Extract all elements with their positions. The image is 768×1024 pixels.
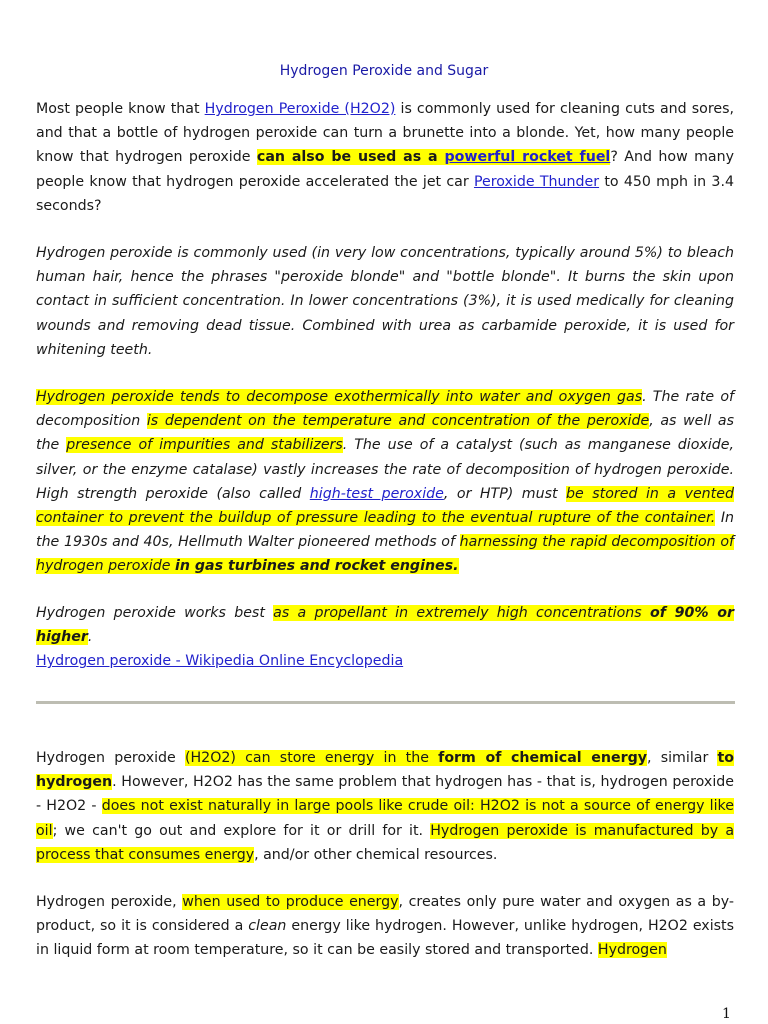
section-divider [36, 701, 735, 704]
highlighted-text: Hydrogen peroxide is manufactured by a process that consumes energy [36, 822, 735, 863]
text-run: energy like hydrogen. However, unlike hydrogen, H2O2 exists in liquid form at room temperature, so it can be easily stored and transported. [36, 918, 734, 959]
italic-text: clean [248, 918, 287, 935]
paragraph-clean-energy [36, 890, 734, 963]
text-run: is commonly used for cleaning cuts and sores, and that a bottle of hydrogen peroxide can turn a brunette into a blonde. Yet, how many people know that hydrogen peroxide [36, 101, 734, 166]
link-wikipedia[interactable]: Hydrogen peroxide - Wikipedia Online Encyclopedia [36, 653, 404, 670]
highlighted-text [185, 750, 647, 766]
text-run: , creates only pure water and oxygen as a by-product, so it is considered a [36, 894, 734, 935]
text-run: , similar [647, 750, 718, 766]
bold-text: in gas turbines and rocket engines. [174, 558, 459, 575]
text-run: can also be used as a [256, 149, 445, 166]
highlighted-text: Hydrogen [597, 942, 667, 959]
text-run: In the 1930s and 40s, Hellmuth Walter pioneered methods of [36, 510, 735, 551]
text-run: (H2O2) can store energy in the [184, 750, 439, 766]
text-run: . However, H2O2 has the same problem that hydrogen has - that is, hydrogen peroxide - H2O2 - [36, 774, 734, 815]
document-title: Hydrogen Peroxide and Sugar [279, 63, 489, 79]
highlighted-text [257, 149, 610, 165]
text-run: . The use of a catalyst (such as manganese dioxide, silver, or the enzyme catalase) vastly increases the rate of decomposition of hydrogen peroxide. High strength peroxide (also called [36, 437, 735, 502]
text-run: ? And how many people know that hydrogen peroxide accelerated the jet car [36, 149, 735, 190]
text-run: , or HTP) must [443, 485, 567, 502]
highlighted-text: when used to produce energy [182, 894, 399, 910]
highlighted-text: is dependent on the temperature and concentration of the peroxide [146, 413, 650, 430]
paragraph-intro [36, 97, 734, 218]
bold-text: form of chemical energy [438, 750, 648, 766]
paragraph-uses [36, 241, 734, 362]
text-run: Hydrogen peroxide [36, 750, 185, 766]
text-run: Most people know that [36, 101, 205, 117]
text-run: . [87, 629, 93, 646]
text-run: , as well as the [36, 413, 734, 454]
link-hydrogen-peroxide[interactable]: Hydrogen Peroxide (H2O2) [204, 101, 396, 117]
text-run: harnessing the rapid decomposition of hydrogen peroxide [36, 534, 735, 575]
link-high-test-peroxide[interactable]: high-test peroxide [309, 485, 444, 502]
highlighted-text: be stored in a vented container to prevent the buildup of pressure leading to the eventual rupture of the container. [36, 485, 734, 527]
page-number: 1 [722, 1006, 731, 1022]
paragraph-decomposition [36, 385, 734, 579]
paragraph-chemical-energy [36, 746, 734, 867]
text-run: ; we can't go out and explore for it or drill for it. [52, 822, 431, 839]
text-run: , and/or other chemical resources. [254, 846, 498, 863]
highlighted-text: Hydrogen peroxide tends to decompose exothermically into water and oxygen gas [36, 389, 643, 405]
bold-text: of 90% or higher [36, 605, 734, 646]
text-run: . The rate of decomposition [36, 389, 735, 430]
highlighted-text: does not exist naturally in large pools like crude oil: H2O2 is not a source of energy like oil [36, 798, 734, 839]
text-run: as a propellant in extremely high concentrations [273, 605, 650, 621]
text-run: Hydrogen peroxide, [36, 894, 183, 910]
text-run: Hydrogen peroxide is commonly used (in very low concentrations, typically around 5%) to bleach human hair, hence the phrases "peroxide blonde" and "bottle blonde". It burns the skin upon contact in sufficient concentration. In lower concentrations (3%), it is used medically for cleaning wounds and removing dead tissue. Combined with urea as carbamide peroxide, it is used for whitening teeth. [36, 245, 734, 358]
paragraph-propellant [36, 601, 734, 674]
text-run: Hydrogen peroxide works best [36, 605, 274, 621]
text-run: to 450 mph in 3.4 seconds? [36, 173, 734, 214]
link-peroxide-thunder[interactable]: Peroxide Thunder [473, 173, 600, 190]
link-rocket-fuel[interactable]: powerful rocket fuel [444, 149, 611, 166]
highlighted-text: presence of impurities and stabilizers [66, 437, 343, 454]
highlighted-text: to hydrogen [36, 750, 735, 791]
